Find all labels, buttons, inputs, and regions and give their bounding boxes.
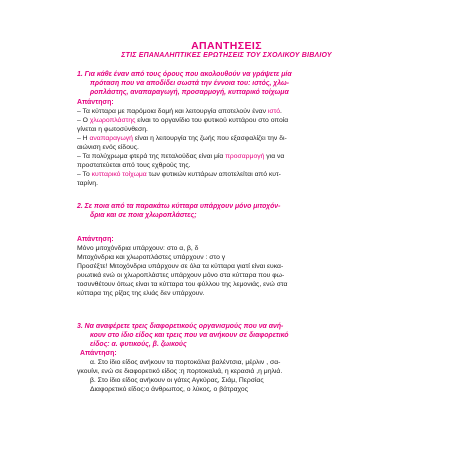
answer-1-item-5-rest: των φυτικών κυττάρων αποτελείται από κυτ-: [146, 171, 281, 178]
question-1-line-2: πρόταση που να αποδίδει σωστά την έννοια του: ιστός, χλω-: [90, 80, 290, 87]
answer-1-item-5-line-2: ταρίνη.: [77, 180, 98, 187]
answer-1-item-5: [77, 170, 281, 179]
answer-1-item-4-text: – Τα πολύχρωμα φτερά της πεταλούδας είναι μία: [77, 153, 226, 160]
answer-1-item-2-text: – Ο: [77, 117, 90, 124]
term-tissue: ιστό: [267, 108, 281, 115]
answer-2-line-3: Προσέξτε! Μιτοχόνδρια υπάρχουν σε όλα τα κύτταρα γιατί είναι ευκα-: [77, 263, 284, 270]
answer-2-label: Απάντηση:: [77, 236, 114, 243]
answer-3-line-4: Διαφορετικό είδος:ο άνθρωπος, ο λύκος, ο βάτραχος: [90, 386, 248, 393]
answer-1-item-3-text: – Η: [77, 135, 90, 142]
answer-1-item-3: [77, 134, 287, 143]
answer-1-item-4-line-2: προστατεύεται από τους εχθρούς της.: [77, 162, 191, 169]
page-title: ΑΠΑΝΤΗΣΕΙΣ: [191, 40, 262, 52]
page-subtitle: ΣΤΙΣ ΕΠΑΝΑΛΗΠΤΙΚΕΣ ΕΡΩΤΗΣΕΙΣ ΤΟΥ ΣΧΟΛΙΚΟΥ ΒΙΒΛΙΟΥ: [121, 52, 332, 59]
term-chloroplast: χλωροπλάστης: [89, 117, 136, 124]
question-3-line-2: κουν στο ίδιο είδος και τρεις που να ανήκουν σε διαφορετικό: [90, 332, 289, 339]
answer-1-item-2-line-2: γίνεται η φωτοσύνθεση.: [77, 126, 148, 133]
answer-2-line-6: κύτταρα της ρίζας της ελιάς δεν υπάρχουν.: [77, 290, 205, 297]
answer-1-item-1-text: – Τα κύτταρα με παρόμοια δομή και λειτουργία αποτελούν έναν: [77, 108, 268, 115]
question-3-line-3: είδος: α. φυτικούς, β. ζωικούς: [90, 341, 187, 348]
answer-3-line-3: β. Στο ίδιο είδος ανήκουν οι γάτες Αγκύρας, Σιάμ, Περσίας: [90, 377, 264, 384]
answer-1-item-3-line-2: αιώνιση ενός είδους.: [77, 144, 139, 151]
term-adaptation: προσαρμογή: [225, 153, 265, 160]
answer-3-line-2: γκουίνι, ενώ σε διαφορετικό είδος :η πορτοκαλιά, η κερασιά ,η μηλιά.: [77, 368, 283, 375]
answer-1-item-3-rest: είναι η λειτουργία της ζωής που εξασφαλίζει την δι-: [132, 135, 287, 142]
answer-1-item-2: [77, 116, 288, 125]
answer-1-item-4: [77, 152, 284, 161]
answer-3-line-1: α. Στο ίδιο είδος ανήκουν τα πορτοκάλια βαλέντσια, μέρλιν , σα-: [90, 359, 281, 366]
answer-2-line-1: Μόνο μιτοχόνδρια υπάρχουν: στο α, β, δ: [77, 245, 199, 252]
term-reproduction: αναπαραγωγή: [89, 135, 133, 142]
question-1-line-3: ροπλάστης, αναπαραγωγή, προσαρμογή, κυτταρικό τοίχωμα: [90, 89, 289, 96]
question-2-line-2: δρια και σε ποια χλωροπλάστες;: [90, 212, 197, 219]
answer-1-item-1-end: .: [280, 108, 282, 115]
question-2-line-1: 2. Σε ποια από τα παρακάτω κύτταρα υπάρχουν μόνο μιτοχόν-: [77, 203, 281, 210]
answer-2-line-2: Μιτοχόνδρια και χλωροπλάστες υπάρχουν : στο γ: [77, 254, 226, 261]
question-1-line-1: 1. Για κάθε έναν από τους όρους που ακολουθούν να γράψετε μία: [77, 71, 292, 78]
question-3-line-1: 3. Να αναφέρετε τρεις διαφορετικούς οργανισμούς που να ανή-: [77, 323, 284, 330]
answer-1-item-1: [77, 107, 282, 116]
answer-1-label: Απάντηση:: [77, 99, 114, 106]
answer-1-item-5-text: – Το: [77, 171, 92, 178]
answer-1-item-4-rest: για να: [264, 153, 285, 160]
answer-2-line-5: τοσυνθέτουν όπως είναι τα κύτταρα του φύλλου της λεμονιάς, ενώ στα: [77, 281, 288, 288]
answer-1-item-2-rest: είναι το οργανίδιο του φυτικού κυττάρου στο οποία: [135, 117, 289, 124]
term-cell-wall: κυτταρικό τοίχωμα: [91, 171, 147, 178]
answer-3-label: Απάντηση:: [80, 350, 117, 357]
answer-2-line-4: ρυωτικά ενώ οι χλωροπλάστες υπάρχουν μόνο στα κύτταρα που φω-: [77, 272, 285, 279]
